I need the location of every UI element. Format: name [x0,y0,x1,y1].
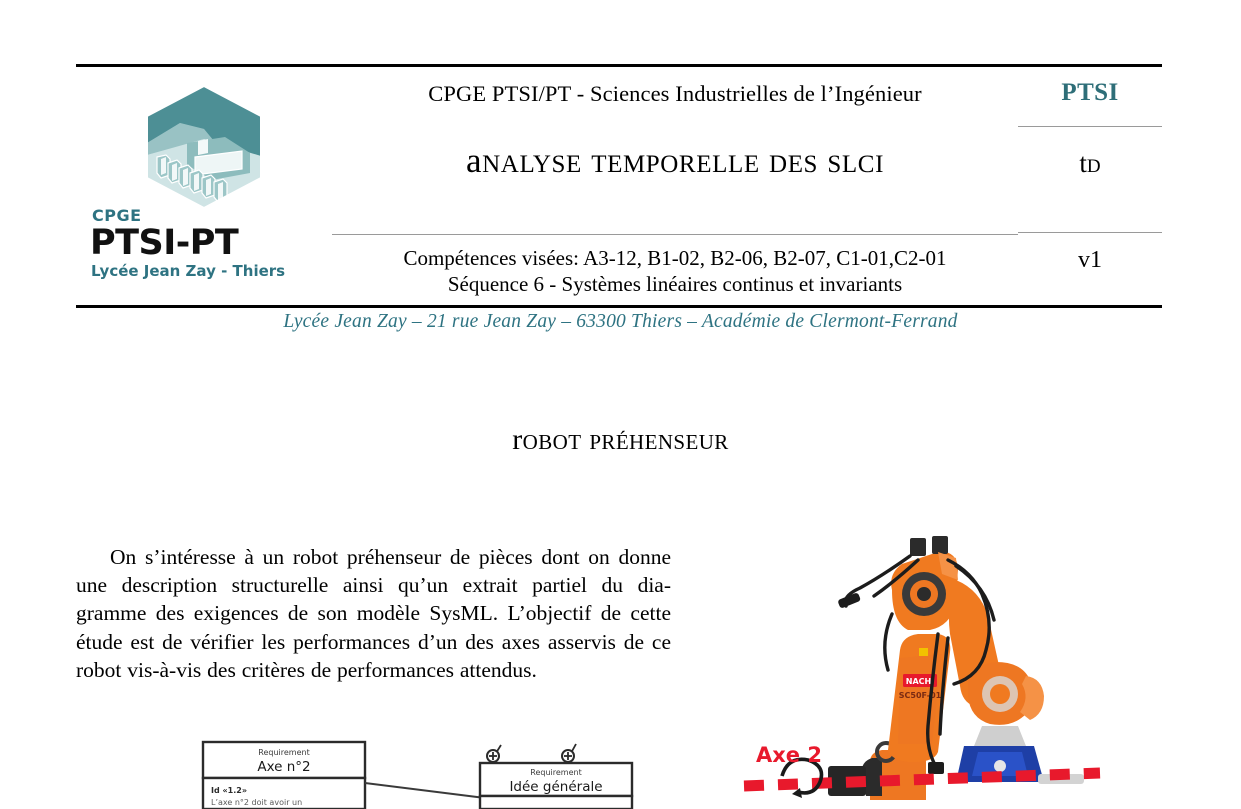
robot-model-label: SC50F-01 [898,691,942,700]
sysml-block1-name: Axe n°2 [257,759,311,775]
header-title-area [332,67,1018,189]
document-header [76,67,1162,305]
page-title: robot préhenseur [512,423,729,456]
sysml-connector-line [365,783,485,798]
sequence-line: Séquence 6 - Systèmes linéaires continus et invariants [447,271,903,296]
competences-line: Compétences visées: A3-12, B1-02, B2-06, B2-07, C1-01,C2-01 [403,246,947,270]
robot-brand-label: NACHI [905,677,935,686]
logo-name-label: PTSI-PT [90,223,239,264]
sysml-block1-stereotype: Requirement [258,748,310,757]
school-logo [76,67,332,305]
sysml-requirement-diagram [185,735,665,809]
axis-2-label: Axe 2 [756,743,822,767]
header-right-top [1018,67,1162,189]
level-badge: PTSI [1061,79,1119,106]
sysml-anchor-icons [487,744,576,762]
header-right-column [1018,67,1162,305]
header-right-divider-2 [1018,232,1162,233]
document-type-label: td [1079,148,1101,178]
document-version-label: v1 [1078,247,1102,273]
sysml-block-idee-generale [480,744,632,809]
school-address-line: Lycée Jean Zay – 21 rue Jean Zay – 63300 Thiers – Académie de Clermont-Ferrand [283,311,958,332]
header-center-column [332,67,1018,305]
sysml-block2-stereotype: Requirement [530,768,582,777]
sysml-block-axe2 [203,742,365,809]
sysml-block2-name: Idée générale [509,779,603,795]
header-right-divider-1 [1018,126,1162,127]
sysml-diagram-svg [185,735,665,809]
sysml-block1-text: L’axe n°2 doit avoir un [211,798,303,807]
header-competences-area [332,235,1018,297]
robot-photo [742,530,1102,809]
header-subject-line: CPGE PTSI/PT - Sciences Industrielles de l’Ingénieur [428,81,922,106]
header-bottom-rule [76,305,1162,308]
hexagon-logo-icon [140,83,268,211]
robot-photo-svg [742,530,1102,809]
logo-school-label: Lycée Jean Zay - Thiers [91,262,286,281]
document-title: analyse temporelle des slci [466,141,884,180]
intro-paragraph: On s’intéresse à un robot préhenseur de pièces dont on donne une description structurelle ainsi qu’un extrait partiel du dia- gramme des exigences de son modèle SysML. L’objectif de cette étude est de vérifier les performances d’un des axes asservis de ce robot vis-à-vis des critères de performances attendus. [76,544,671,683]
logo-cpge-label: CPGE [92,206,142,225]
sysml-block1-id: Id «1.2» [211,786,247,795]
